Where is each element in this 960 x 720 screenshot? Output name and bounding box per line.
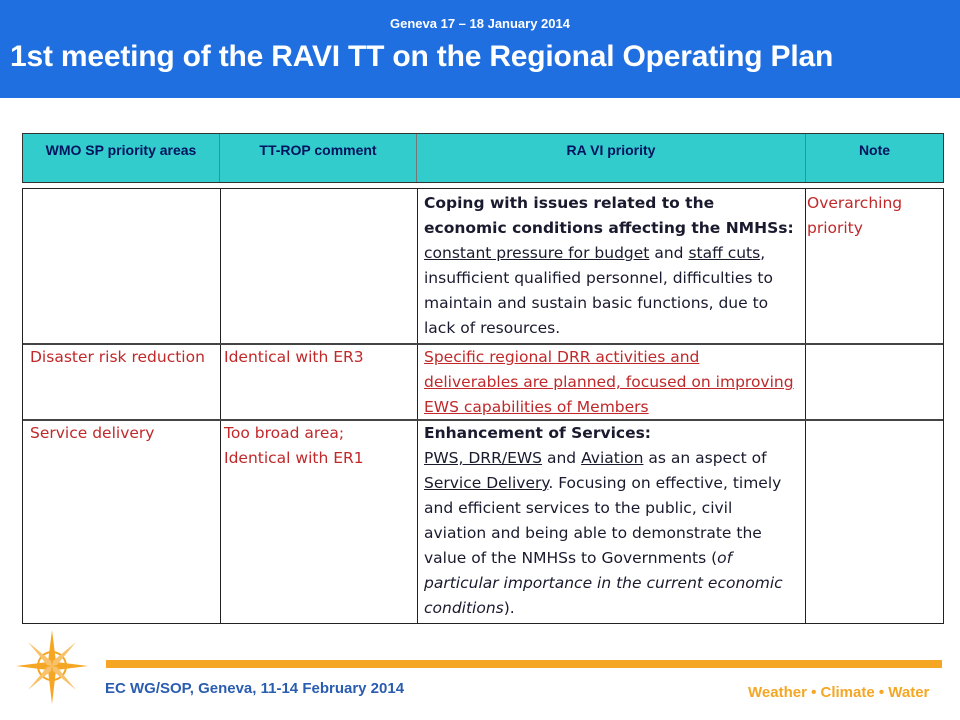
row3-priority-service-delivery: Service Delivery (424, 474, 549, 492)
column-header-tt-rop: TT-ROP comment (220, 134, 417, 182)
row3-priority-as: as an aspect of (648, 449, 767, 467)
row3-priority-heading: Enhancement of Services: (424, 424, 652, 442)
row1-priority-rest: , insufficient qualified personnel, difficulties to maintain and sustain basic functions, due to lack of resources. (424, 244, 773, 337)
row1-priority-and: and (654, 244, 684, 262)
column-header-wmo-sp: WMO SP priority areas (23, 134, 220, 182)
row3-priority-end: ). (503, 599, 515, 617)
wmo-compass-star-icon (14, 628, 92, 708)
table-body (22, 188, 944, 624)
row3-comment-line2: Identical with ER1 (224, 449, 364, 467)
header-banner (0, 0, 960, 98)
row3-priority-italic: of particular importance in the current economic conditions (424, 549, 783, 617)
footer-tagline: Weather • Climate • Water (748, 684, 930, 701)
row3-comment (224, 421, 414, 471)
column-header-note: Note (858, 142, 891, 158)
row1-ra-vi-priority (424, 191, 796, 341)
page-title: 1st meeting of the RAVI TT on the Regional Operating Plan (10, 40, 834, 73)
table-header (22, 133, 944, 183)
row1-note: Overarching priority (807, 194, 903, 237)
row1-priority-heading: Coping with issues related to the economic conditions affecting the NMHSs: (424, 194, 794, 237)
row2-ra-vi-priority: Specific regional DRR activities and deliverables are planned, focused on improving EWS capabilities of Members (424, 348, 794, 416)
row1-priority-budget: constant pressure for budget (424, 244, 650, 262)
footer-event: EC WG/SOP, Geneva, 11-14 February 2014 (105, 680, 405, 697)
footer-accent-bar (106, 660, 942, 668)
row3-comment-line1: Too broad area; (224, 424, 345, 442)
row3-priority-and: and (546, 449, 577, 467)
row1-priority-staff: staff cuts (688, 244, 761, 262)
row3-area: Service delivery (30, 424, 155, 442)
row2-comment: Identical with ER3 (224, 348, 364, 366)
row3-priority-aviation: Aviation (581, 449, 644, 467)
row3-ra-vi-priority (424, 421, 796, 621)
row2-area: Disaster risk reduction (30, 348, 205, 366)
row3-priority-pws: PWS, DRR/EWS (424, 449, 543, 467)
row3-priority-mid: . Focusing on effective, timely and efficient services to the public, civil aviation and being able to demonstrate the value of the NMHSs to Governments ( (424, 474, 782, 567)
header-subtitle: Geneva 17 – 18 January 2014 (390, 16, 570, 31)
column-header-ra-vi: RA VI priority (417, 134, 806, 182)
